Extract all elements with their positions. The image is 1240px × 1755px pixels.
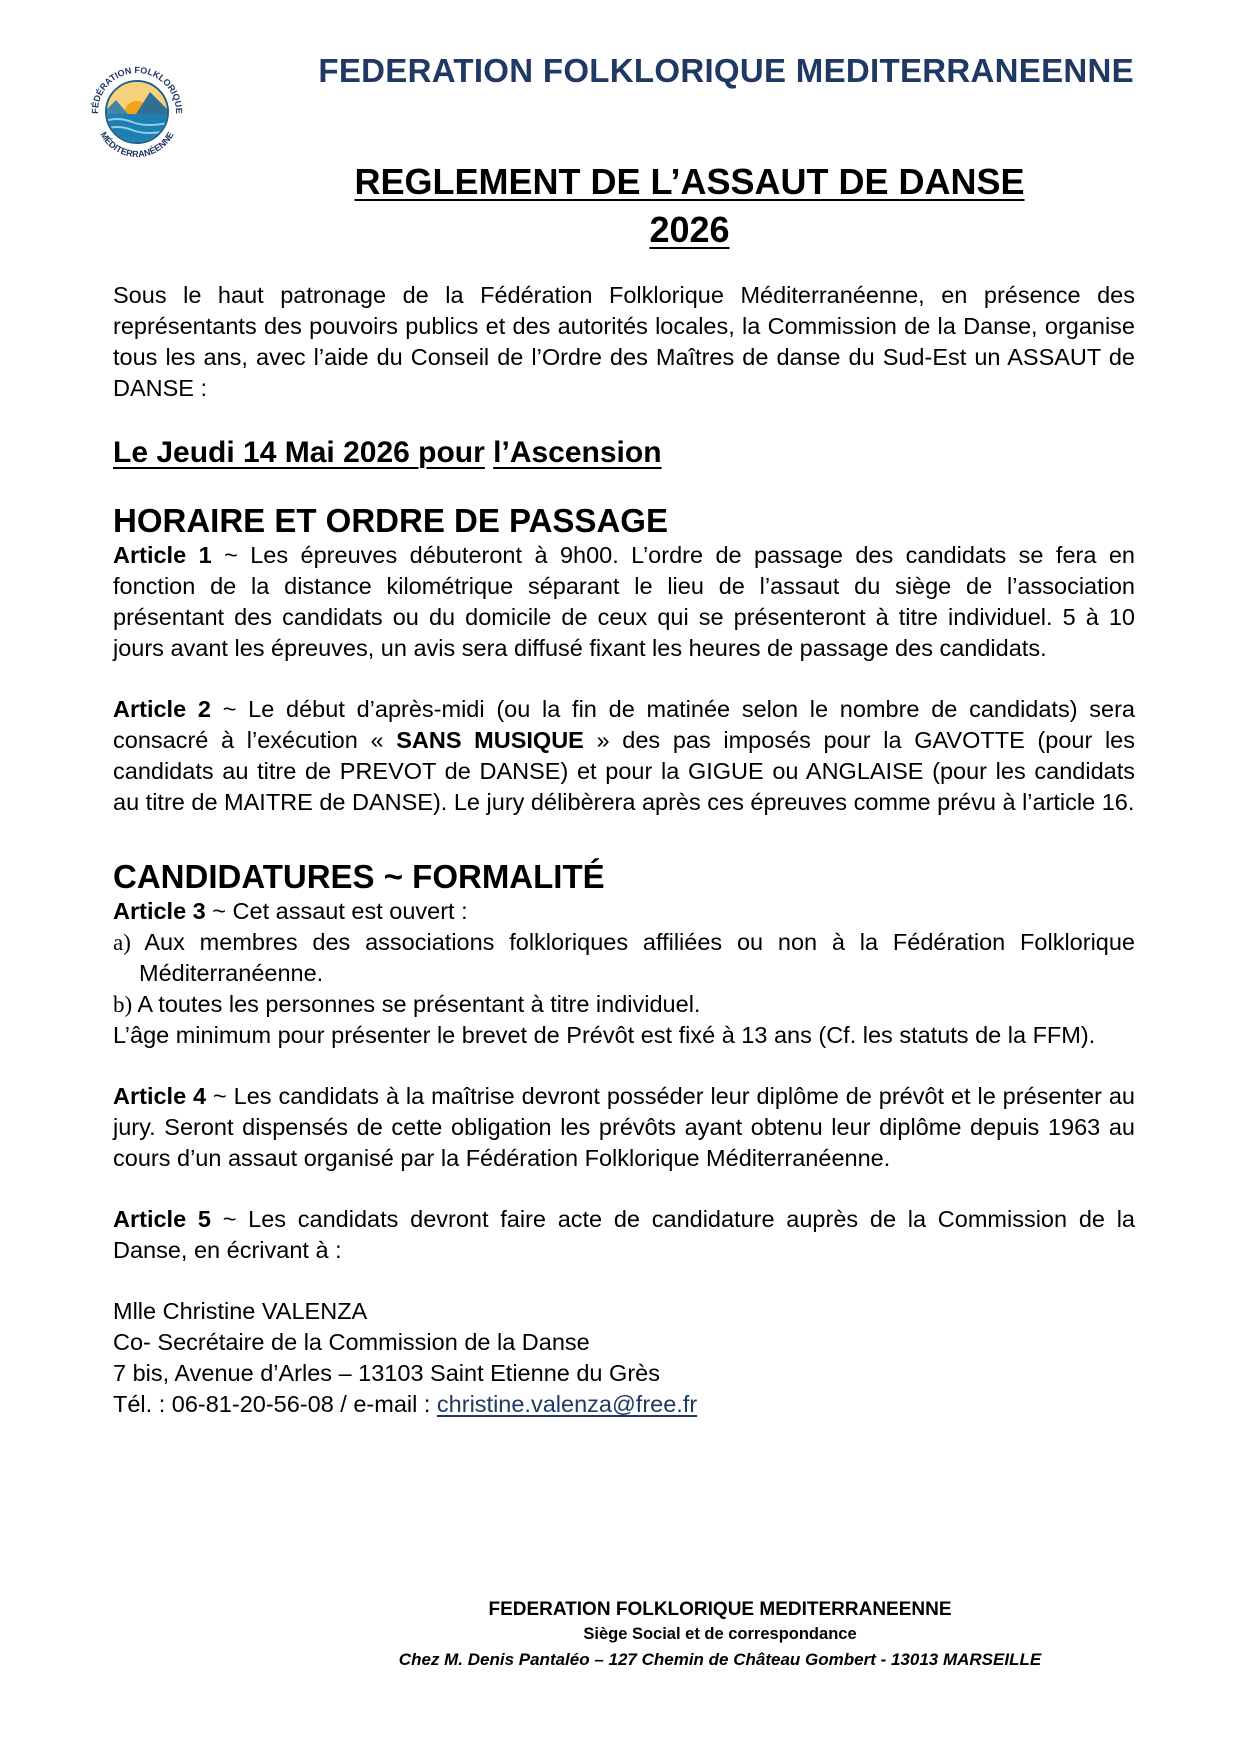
list-marker-b: b) xyxy=(113,992,133,1017)
title-line-1: REGLEMENT DE L’ASSAUT DE DANSE xyxy=(354,161,1025,202)
contact-phone-email xyxy=(113,1389,1135,1420)
intro-paragraph: Sous le haut patronage de la Fédération Folklorique Méditerranéenne, en présence des représentants des pouvoirs publics et des autorités locales, la Commission de la Danse, organise tous les ans, avec l’aide du Conseil de l’Ordre des Maîtres de danse du Sud-Est un ASSAUT de DANSE : xyxy=(113,282,1135,401)
article-3-text: ~ Cet assaut est ouvert : xyxy=(205,898,468,924)
email-link[interactable]: christine.valenza@free.fr xyxy=(436,1391,698,1417)
list-item-a-text: Aux membres des associations folkloriques affiliées ou non à la Fédération Folklorique Méditerranéenne. xyxy=(130,929,1135,986)
article-1-label: Article 1 xyxy=(113,542,212,568)
contact-role: Co- Secrétaire de la Commission de la Danse xyxy=(113,1329,590,1355)
footer-seat: Siège Social et de correspondance xyxy=(583,1625,857,1643)
list-item-b xyxy=(113,989,1135,1020)
contact-address xyxy=(113,1296,1135,1420)
event-date-part2: l’Ascension xyxy=(493,436,662,469)
section-heading-horaire: HORAIRE ET ORDRE DE PASSAGE xyxy=(113,502,668,539)
article-2-text-b: » des pas imposés pour la GAVOTTE (pour les candidats au titre de PREVOT de DANSE) et pour la GIGUE ou ANGLAISE (pour les candidats au titre de MAITRE de DANSE). Le jury délibèrera après ces épreuves comme prévu à l’article 16. xyxy=(113,727,1136,815)
footer-address: Chez M. Denis Pantaléo – 127 Chemin de Château Gombert - 13013 MARSEILLE xyxy=(398,1650,1042,1669)
document-title xyxy=(0,158,1240,254)
document-body xyxy=(113,280,1135,1420)
federation-logo xyxy=(82,54,192,164)
section-heading-candidatures: CANDIDATURES ~ FORMALITÉ xyxy=(113,858,605,895)
article-4 xyxy=(113,1081,1135,1174)
contact-phone: Tél. : 06-81-20-56-08 / e-mail : xyxy=(113,1391,437,1417)
article-4-text: ~ Les candidats à la maîtrise devront posséder leur diplôme de prévôt et le présenter au jury. Seront dispensés de cette obligation les prévôts ayant obtenu leur diplôme depuis 1963 au cours d’un assaut organisé par la Fédération Folklorique Méditerranéenne. xyxy=(113,1083,1135,1171)
contact-name: Mlle Christine VALENZA xyxy=(113,1298,368,1324)
contact-street: 7 bis, Avenue d’Arles – 13103 Saint Etienne du Grès xyxy=(113,1360,660,1386)
event-date xyxy=(113,437,1135,468)
article-1-text: ~ Les épreuves débuteront à 9h00. L’ordre de passage des candidats se fera en fonction de la distance kilométrique séparant le lieu de l’assaut du siège de l’association présentant des candidats ou du domicile de ceux qui se présenteront à titre individuel. 5 à 10 jours avant les épreuves, un avis sera diffusé fixant les heures de passage des candidats. xyxy=(113,542,1135,661)
title-year: 2026 xyxy=(649,209,730,250)
article-2-label: Article 2 xyxy=(113,696,211,722)
footer-organization: FEDERATION FOLKLORIQUE MEDITERRANEENNE xyxy=(488,1599,952,1620)
article-3-label: Article 3 xyxy=(113,898,206,924)
article-5 xyxy=(113,1204,1135,1266)
page-footer xyxy=(0,1598,1240,1674)
list-item-a xyxy=(113,927,1135,989)
article-5-text: ~ Les candidats devront faire acte de candidature auprès de la Commission de la Danse, en écrivant à : xyxy=(113,1206,1135,1263)
event-date-part1: Le Jeudi 14 Mai 2026 pour xyxy=(113,436,485,469)
article-4-label: Article 4 xyxy=(113,1083,207,1109)
list-item-b-text: A toutes les personnes se présentant à titre individuel. xyxy=(132,991,701,1017)
article-2-bold: SANS MUSIQUE xyxy=(396,727,584,753)
article-2 xyxy=(113,694,1135,818)
svg-text:FÉDÉRATION FOLKLORIQUE: FÉDÉRATION FOLKLORIQUE xyxy=(89,64,185,114)
age-note: L’âge minimum pour présenter le brevet de Prévôt est fixé à 13 ans (Cf. les statuts de la FFM). xyxy=(113,1022,1096,1048)
article-2-text-a: ~ Le début d’après-midi (ou la fin de matinée selon le nombre de candidats) sera consacré à l’exécution « xyxy=(113,696,1135,753)
article-3 xyxy=(113,896,1135,927)
svg-text:MÉDITERRANÉENNE: MÉDITERRANÉENNE xyxy=(98,130,176,160)
article-5-label: Article 5 xyxy=(113,1206,211,1232)
article-1 xyxy=(113,540,1135,664)
list-marker-a: a) xyxy=(113,930,131,955)
organization-title: FEDERATION FOLKLORIQUE MEDITERRANEENNE xyxy=(318,52,1134,89)
